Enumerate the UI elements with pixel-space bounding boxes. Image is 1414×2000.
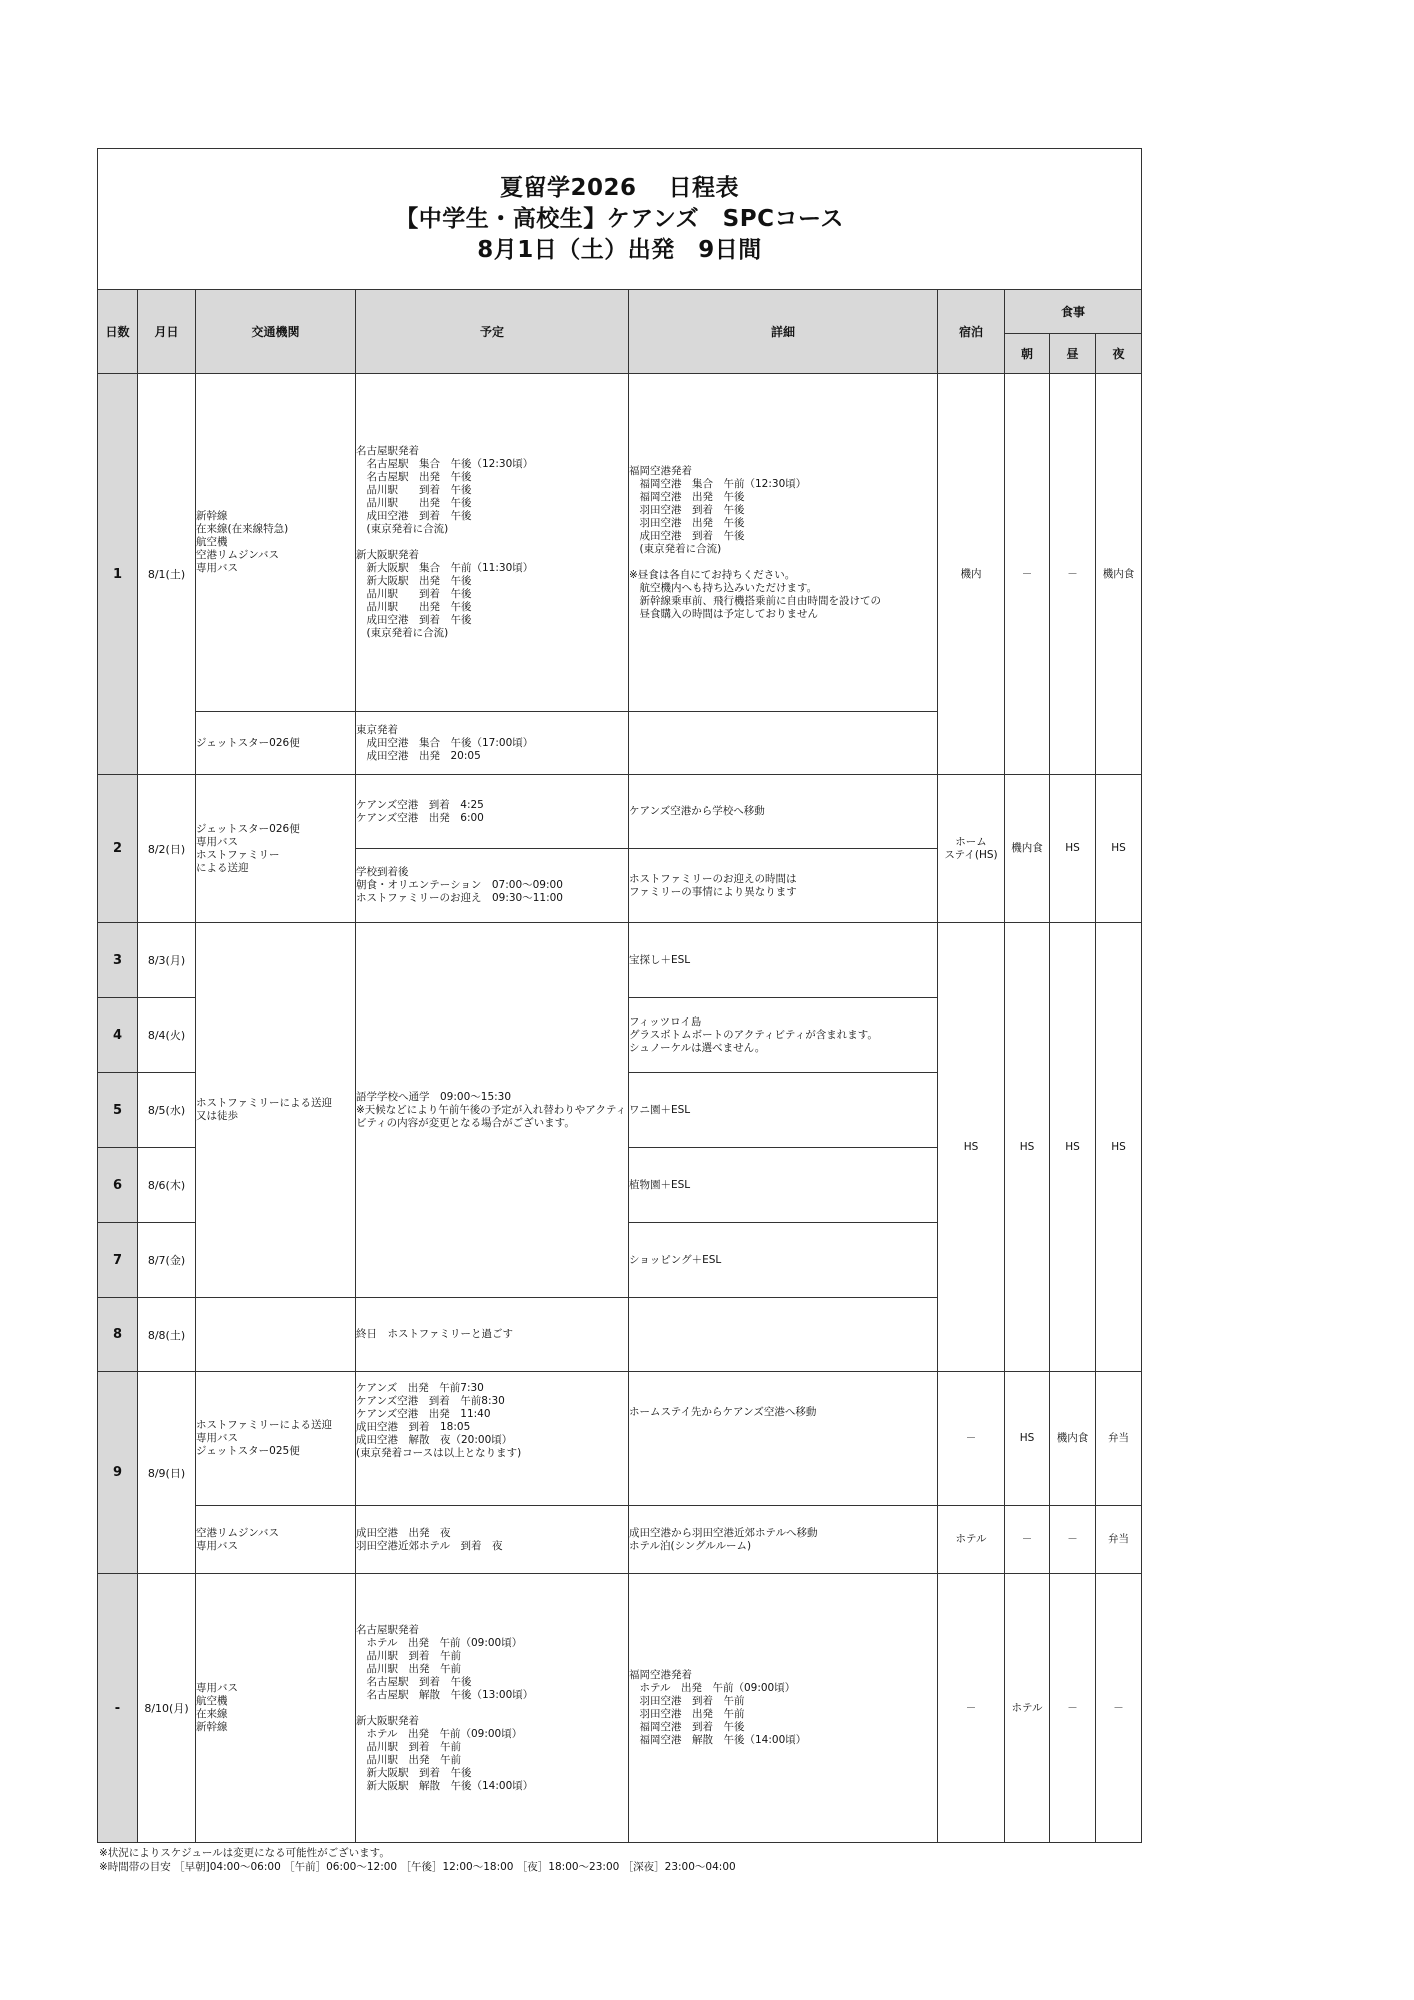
table-row [98,1574,1142,1843]
header-day: 日数 [98,290,138,374]
lunch-cell: － [1050,374,1096,775]
header-lunch: 昼 [1050,334,1096,374]
header-meals: 食事 [1005,290,1142,334]
detail-cell: 福岡空港発着 ホテル 出発 午前（09:00頃） 羽田空港 到着 午前 羽田空港 出発 午前 福岡空港 到着 午後 福岡空港 解散 午後（14:00頃） [629,1574,938,1843]
date-cell: 8/3(月) [138,923,196,998]
breakfast-cell: HS [1005,1372,1050,1506]
day-number: 2 [98,775,138,923]
transport-cell: ジェットスター026便 [196,712,356,775]
schedule-title [98,149,1142,290]
detail-cell: ケアンズ空港から学校へ移動 [629,775,938,849]
header-plan: 予定 [356,290,629,374]
footnote-time-ranges: ※時間帯の目安 ［早朝]04:00～06:00 ［午前］06:00～12:00 ［午後］12:00～18:00 ［夜］18:00～23:00 ［深夜］23:00～04:00 [99,1861,736,1873]
plan-cell: 名古屋駅発着 ホテル 出発 午前（09:00頃） 品川駅 到着 午前 品川駅 出発 午前 名古屋駅 到着 午後 名古屋駅 解散 午後（13:00頃） 新大阪駅発着 ホテル 出発 午前（09:00頃） 品川駅 到着 午前 品川駅 出発 午前 新大阪駅 到着 午後 新大阪駅 解散 午後（14:00頃） [356,1574,629,1843]
day-number: - [98,1574,138,1843]
day-number: 9 [98,1372,138,1574]
title-line-3: 8月1日（土）出発 9日間 [477,236,762,263]
day-number: 7 [98,1223,138,1298]
transport-cell [196,1298,356,1372]
day-number: 8 [98,1298,138,1372]
lunch-cell: 機内食 [1050,1372,1096,1506]
plan-cell: 成田空港 出発 夜 羽田空港近郊ホテル 到着 夜 [356,1506,629,1574]
detail-cell: 福岡空港発着 福岡空港 集合 午前（12:30頃） 福岡空港 出発 午後 羽田空港 到着 午後 羽田空港 出発 午後 成田空港 到着 午後 (東京発着に合流) ※昼食は各自にてお持ちください。 航空機内へも持ち込みいただけます。 新幹線乗車前、飛行機搭乗前に自由時間を設けての 昼食購入の時間は予定しておりません [629,374,938,712]
plan-cell: ケアンズ空港 到着 4:25 ケアンズ空港 出発 6:00 [356,775,629,849]
dinner-cell: HS [1096,923,1142,1372]
transport-cell: ホストファミリーによる送迎 専用バス ジェットスター025便 [196,1372,356,1506]
date-cell: 8/10(月) [138,1574,196,1843]
header-transport: 交通機関 [196,290,356,374]
footnotes [99,1846,736,1874]
header-breakfast: 朝 [1005,334,1050,374]
dinner-cell: 弁当 [1096,1372,1142,1506]
transport-cell: 専用バス 航空機 在来線 新幹線 [196,1574,356,1843]
lunch-cell: － [1050,1506,1096,1574]
stay-cell: HS [938,923,1005,1372]
breakfast-cell: 機内食 [1005,775,1050,923]
day-number: 6 [98,1148,138,1223]
lunch-cell: HS [1050,923,1096,1372]
date-cell: 8/5(水) [138,1073,196,1148]
plan-cell: 終日 ホストファミリーと過ごす [356,1298,629,1372]
plan-cell: 名古屋駅発着 名古屋駅 集合 午後（12:30頃） 名古屋駅 出発 午後 品川駅 到着 午後 品川駅 出発 午後 成田空港 到着 午後 (東京発着に合流) 新大阪駅発着 新大阪駅 集合 午前（11:30頃） 新大阪駅 出発 午後 品川駅 到着 午後 品川駅 出発 午後 成田空港 到着 午後 (東京発着に合流) [356,374,629,712]
stay-cell: 機内 [938,374,1005,775]
dinner-cell: 機内食 [1096,374,1142,775]
dinner-cell: － [1096,1574,1142,1843]
footnote-schedule-change: ※状況によりスケジュールは変更になる可能性がございます。 [99,1847,390,1859]
title-line-2: 【中学生・高校生】ケアンズ SPCコース [395,205,844,232]
transport-cell: ホストファミリーによる送迎 又は徒歩 [196,923,356,1298]
day-number: 4 [98,998,138,1073]
stay-cell: ホーム ステイ(HS) [938,775,1005,923]
date-cell: 8/4(火) [138,998,196,1073]
detail-cell: 宝探し＋ESL [629,923,938,998]
transport-cell: ジェットスター026便 専用バス ホストファミリー による送迎 [196,775,356,923]
header-dinner: 夜 [1096,334,1142,374]
lunch-cell: HS [1050,775,1096,923]
day-number: 1 [98,374,138,775]
breakfast-cell: － [1005,1506,1050,1574]
detail-cell: ワニ園＋ESL [629,1073,938,1148]
breakfast-cell: － [1005,374,1050,775]
plan-cell: ケアンズ 出発 午前7:30 ケアンズ空港 到着 午前8:30 ケアンズ空港 出発 11:40 成田空港 到着 18:05 成田空港 解散 夜（20:00頃） (東京発着コースは以上となります) [356,1372,629,1506]
table-row [98,1506,1142,1574]
table-row [98,923,1142,998]
detail-cell: 成田空港から羽田空港近郊ホテルへ移動 ホテル泊(シングルルーム) [629,1506,938,1574]
plan-cell: 語学学校へ通学 09:00～15:30 ※天候などにより午前午後の予定が入れ替わりやアクティビティの内容が変更となる場合がございます。 [356,923,629,1298]
header-details: 詳細 [629,290,938,374]
detail-cell: ホストファミリーのお迎えの時間は ファミリーの事情により異なります [629,849,938,923]
date-cell: 8/1(土) [138,374,196,775]
detail-cell: 植物園＋ESL [629,1148,938,1223]
dinner-cell: HS [1096,775,1142,923]
schedule-table [97,148,1142,1843]
plan-cell: 学校到着後 朝食・オリエンテーション 07:00～09:00 ホストファミリーのお迎え 09:30～11:00 [356,849,629,923]
detail-cell [629,712,938,775]
table-row [98,775,1142,849]
detail-cell: ホームステイ先からケアンズ空港へ移動 [629,1372,938,1506]
title-line-1: 夏留学2026 日程表 [500,174,740,201]
table-row [98,374,1142,712]
day-number: 3 [98,923,138,998]
date-cell: 8/9(日) [138,1372,196,1574]
detail-cell: フィッツロイ島 グラスボトムボートのアクティビティが含まれます。 シュノーケルは選べません。 [629,998,938,1073]
date-cell: 8/7(金) [138,1223,196,1298]
detail-cell: ショッピング＋ESL [629,1223,938,1298]
stay-cell: ホテル [938,1506,1005,1574]
transport-cell: 空港リムジンバス 専用バス [196,1506,356,1574]
breakfast-cell: HS [1005,923,1050,1372]
stay-cell: － [938,1372,1005,1506]
plan-cell: 東京発着 成田空港 集合 午後（17:00頃） 成田空港 出発 20:05 [356,712,629,775]
detail-cell [629,1298,938,1372]
header-stay: 宿泊 [938,290,1005,374]
date-cell: 8/8(土) [138,1298,196,1372]
transport-cell: 新幹線 在来線(在来線特急) 航空機 空港リムジンバス 専用バス [196,374,356,712]
breakfast-cell: ホテル [1005,1574,1050,1843]
day-number: 5 [98,1073,138,1148]
dinner-cell: 弁当 [1096,1506,1142,1574]
stay-cell: － [938,1574,1005,1843]
date-cell: 8/6(木) [138,1148,196,1223]
lunch-cell: － [1050,1574,1096,1843]
table-row [98,1372,1142,1506]
date-cell: 8/2(日) [138,775,196,923]
schedule-sheet [97,148,1141,1843]
header-date: 月日 [138,290,196,374]
